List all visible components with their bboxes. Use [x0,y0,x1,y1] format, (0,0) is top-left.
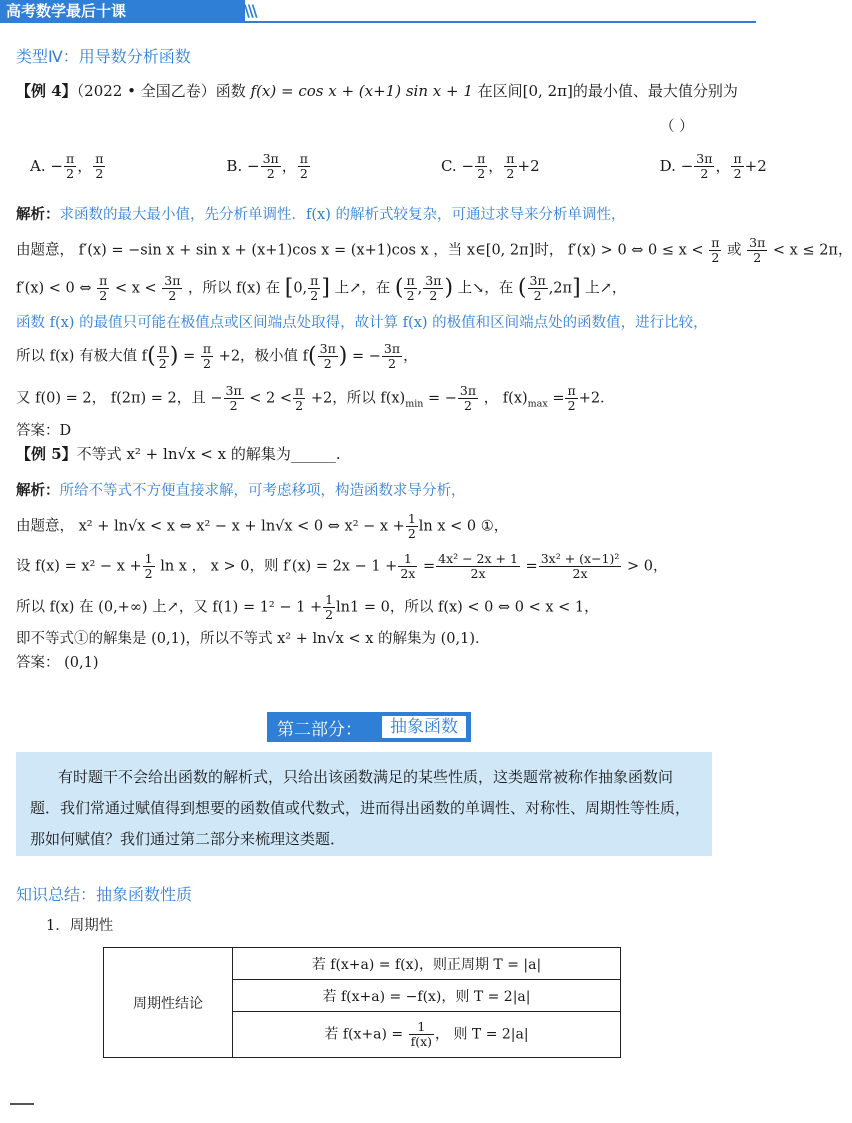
table-row: 若 f(x+a) = $\frac{1}{f(x)}$ ， 则 T = 2|a| [233,1012,621,1058]
table-row: 若 f(x+a) = −f(x)，则 T = 2|a| [233,980,621,1012]
subheading-periodicity: 1．周期性 [46,918,114,934]
option-d: D. − $\frac{3\pi}{2}$ ， $\frac{\pi}{2}$ +2 [659,151,767,181]
ex4-options [30,152,767,181]
ex5-line-3: 设 f(x) = x² − x + $\frac{1}{2}$ ln x ， x > 0，则 f′(x) = 2x − 1 + $\frac{1}{2x}$ = $\frac{\text{4x² − 2x + 1}}{2x}$ = $\frac{\text{3x² + (x−1)²}}{2x}$ > 0， [16,551,668,581]
ex4-line-3: f′(x) < 0 ⇔ $\frac{\pi}{2}$ < x < $\frac{3\pi}{2}$ ，所以 f(x) 在 [0, $\frac{\pi}{2}$ ] 上↗，在 ( $\frac{\pi}{2}$ , $\frac{3\pi}{2}$ ) 上↘，在 ( $\frac{3\pi}{2}$ ,2π] 上↗， [16,273,627,303]
header-decoration: \\\ [244,1,256,20]
ex5-line-2: 由题意， x² + ln√x < x ⇔ x² − x + ln√x < 0 ⇔ x² − x + $\frac{1}{2}$ ln x < 0 ①， [16,511,509,541]
ex4-tag: 【例 4】 [16,82,77,100]
ex5-answer: 答案： (0,1) [16,655,99,671]
ex4-line-5: 所以 f(x) 有极大值 f( $\frac{\pi}{2}$ ) = $\frac{\pi}{2}$ +2，极小值 f( $\frac{3\pi}{2}$ ) = − $\frac{3\pi}{2}$ ， [16,341,418,371]
ex4-answer: 答案：D [16,423,72,439]
knowledge-title: 知识总结：抽象函数性质 [16,885,193,904]
part2-intro: 有时题干不会给出函数的解析式，只给出该函数满足的某些性质，这类题常被称作抽象函数问题．我们常通过赋值得到想要的函数值或代数式，进而得出函数的单调性、对称性、周期性等性质，那如何赋值？我们通过第二部分来梳理这类题． [16,752,712,856]
ex4-stem: 【例 4】（2022 • 全国乙卷）函数 f(x) = cos x + (x+1) sin x + 1 在区间[0, 2π]的最小值、最大值分别为 [16,82,738,100]
option-c: C. − $\frac{\pi}{2}$ ， $\frac{\pi}{2}$ +2 [440,151,540,181]
header-rule [0,21,756,23]
ex5-stem: 【例 5】不等式 x² + ln√x < x 的解集为______. [16,445,341,463]
part2-banner: 第二部分： 抽象函数 [267,712,471,742]
table-row: 若 f(x+a) = f(x)，则正周期 T = |a| [233,948,621,980]
periodicity-table [103,947,621,1058]
option-a: A. − $\frac{\pi}{2}$ ， $\frac{\pi}{2}$ [30,151,104,181]
ex5-line-5: 即不等式①的解集是 (0,1)，所以不等式 x² + ln√x < x 的解集为 (0,1)． [16,631,490,647]
ex4-line-4: 函数 f(x) 的最值只可能在极值点或区间端点处取得，故计算 f(x) 的极值和区间端点处的函数值，进行比较， [16,315,708,331]
ex4-line-2: 由题意， f′(x) = −sin x + sin x + (x+1)cos x = (x+1)cos x ，当 x∈[0, 2π]时， f′(x) > 0 ⇔ 0 ≤ x < $\frac{\pi}{2}$ 或 $\frac{3\pi}{2}$ < x ≤ 2π， [16,235,852,265]
ex5-line-4: 所以 f(x) 在 (0,+∞) 上↗，又 f(1) = 1² − 1 + $\frac{1}{2}$ ln1 = 0，所以 f(x) < 0 ⇔ 0 < x < 1， [16,592,599,622]
option-b: B. − $\frac{3\pi}{2}$ ， $\frac{\pi}{2}$ [226,151,308,181]
page-mark [10,1103,34,1105]
ex4-line-6: 又 f(0) = 2， f(2π) = 2，且 − $\frac{3\pi}{2}$ < 2 < $\frac{\pi}{2}$ +2，所以 $f(x)_{min}$ = − $\frac{3\pi}{2}$ ， $f(x)_{max}$ = $\frac{\pi}{2}$ +2． [16,383,615,413]
ex5-analysis-1: 解析：所给不等式不方便直接求解，可考虑移项，构造函数求导分析， [16,482,466,499]
answer-blank: ______ [290,445,336,463]
ex4-analysis-1: 解析：求函数的最大最小值，先分析单调性．f(x) 的解析式较复杂，可通过求导来分析单调性， [16,206,626,223]
answer-paren: （ ） [660,119,694,135]
section-title: 类型Ⅳ：用导数分析函数 [16,47,191,66]
table-label: 周期性结论 [104,948,233,1058]
book-header: 高考数学最后十课 [0,0,245,22]
